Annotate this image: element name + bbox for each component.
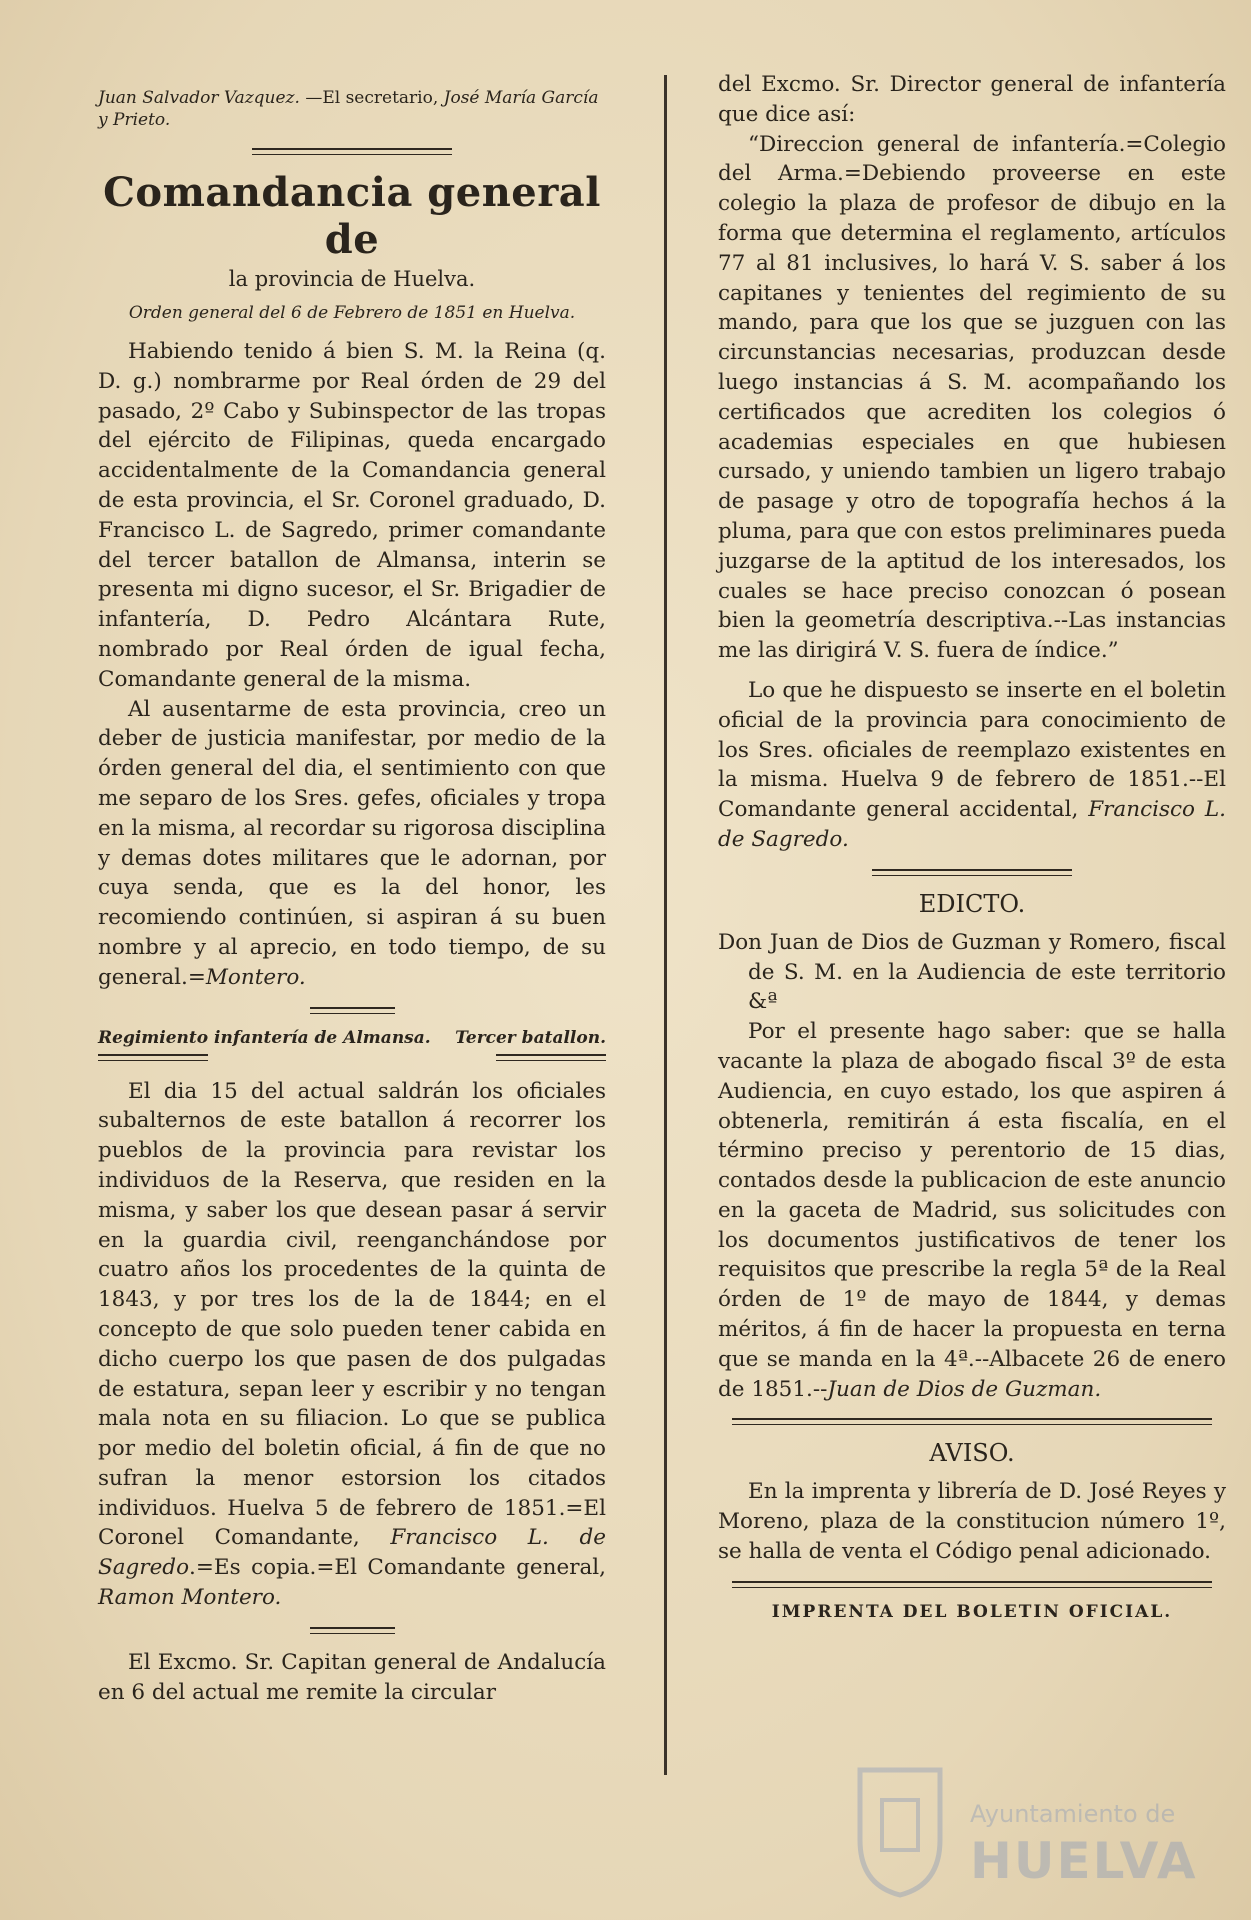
left-column bbox=[98, 70, 606, 1707]
comandancia-para2: Al ausentarme de esta provincia, creo un deber de justicia manifestar, por medio de la órden general del dia, el sentimiento con que me separo de los Sres. gefes, oficiales y tropa en la misma, al recordar su rigorosa disciplina y demas dotes militares que le adornan, por cuya senda, que es la del honor, les recomiendo continúen, si aspiran á su buen nombre y al aprecio, en todo tiempo, de su general.=Montero. bbox=[98, 696, 606, 990]
divider bbox=[718, 1418, 1226, 1425]
direccion-quote: “Direccion general de infantería.=Colegio del Arma.=Debiendo proveerse en este colegio la plaza de profesor de dibujo en la forma que determina el reglamento, artículos 77 al 81 inclusives, lo hará V. S. saber á los capitanes y tenientes del regimiento de su mando, para que los que se juzguen con las circunstancias necesarias, produzcan desde luego instancias á S. M. acompañando los certificados que acrediten los colegios ó academias especiales en que hubiesen cursado, y uniendo tambien un ligero trabajo de pasage y otro de topografía hechos á la pluma, para que con estos preliminares pueda juzgarse de la aptitud de los interesados, los cuales se hace preciso conozcan ó posean bien la geometría descriptiva.--Las instancias me las dirigirá V. S. fuera de índice.” bbox=[718, 131, 1226, 664]
shield-icon bbox=[850, 1760, 950, 1900]
batallon-label: Tercer batallon. bbox=[455, 1027, 606, 1048]
divider bbox=[98, 1054, 606, 1061]
capitan-para: El Excmo. Sr. Capitan general de Andalucía en 6 del actual me remite la circular bbox=[98, 1649, 606, 1705]
divider bbox=[98, 148, 606, 155]
continuation-text: del Excmo. Sr. Director general de infantería que dice así: bbox=[718, 72, 1226, 127]
footer-imprenta: IMPRENTA DEL BOLETIN OFICIAL. bbox=[771, 1601, 1173, 1622]
comandancia-title: Comandancia general de bbox=[103, 169, 601, 263]
aviso-para: En la imprenta y librería de D. José Reyes y Moreno, plaza de la constitucion número 1º, se halla de venta el Código penal adicionado. bbox=[718, 1479, 1226, 1565]
top-signature: Juan Salvador Vazquez. —El secretario, José María García y Prieto. bbox=[98, 88, 599, 130]
dispuesto-para: Lo que he dispuesto se inserte en el boletin oficial de la provincia para conocimiento de los Sres. oficiales de reemplazo existentes en la misma. Huelva 9 de febrero de 1851.--El Comandante general accidental, Francisco L. de Sagredo. bbox=[718, 677, 1226, 852]
regimiento-label: Regimiento infantería de Almansa. bbox=[98, 1027, 431, 1048]
comandancia-para1: Habiendo tenido á bien S. M. la Reina (q. D. g.) nombrarme por Real órden de 29 del pasado, 2º Cabo y Subinspector de las tropas del ejército de Filipinas, queda encargado accidentalmente de la Comandancia general de esta provincia, el Sr. Coronel graduado, D. Francisco L. de Sagredo, primer comandante del tercer batallon de Almansa, interin se presenta mi digno sucesor, el Sr. Brigadier de infantería, D. Pedro Alcántara Rute, nombrado por Real órden de igual fecha, Comandante general de la misma. bbox=[98, 339, 606, 692]
comandancia-subtitle: la provincia de Huelva. bbox=[228, 267, 476, 291]
watermark-line2: HUELVA bbox=[970, 1832, 1198, 1890]
edicto-heading: Don Juan de Dios de Guzman y Romero, fiscal de S. M. en la Audiencia de este territorio &ª bbox=[718, 929, 1226, 1015]
edicto-title: EDICTO. bbox=[918, 889, 1026, 918]
right-column bbox=[718, 70, 1226, 1622]
divider bbox=[718, 869, 1226, 876]
divider bbox=[98, 1627, 606, 1634]
divider bbox=[98, 1007, 606, 1014]
aviso-title: AVISO. bbox=[929, 1439, 1015, 1468]
regimiento-header bbox=[98, 1028, 606, 1048]
regimiento-para: El dia 15 del actual saldrán los oficiales subalternos de este batallon á recorrer los pueblos de la provincia para revistar los individuos de la Reserva, que residen en la misma, y saber los que desean pasar á servir en la guardia civil, reenganchándose por cuatro años los procedentes de la quinta de 1843, y por tres los de la de 1844; en el concepto de que solo pueden tener cabida en dicho cuerpo los que pasen de dos pulgadas de estatura, sepan leer y escribir y no tengan mala nota en su filiacion. Lo que se publica por medio del boletin oficial, á fin de que no sufran la menor estorsion los citados individuos. Huelva 5 de febrero de 1851.=El Coronel Comandante, Francisco L. de Sagredo.=Es copia.=El Comandante general, Ramon Montero. bbox=[98, 1078, 606, 1611]
ayuntamiento-watermark bbox=[850, 1760, 1230, 1910]
watermark-line1: Ayuntamiento de bbox=[970, 1800, 1176, 1828]
divider bbox=[718, 1581, 1226, 1588]
column-divider bbox=[664, 75, 667, 1775]
edicto-para: Por el presente hago saber: que se halla vacante la plaza de abogado fiscal 3º de esta Audiencia, en cuyo estado, los que aspiren á obtenerla, remitirán á esta fiscalía, en el término preciso y perentorio de 15 dias, contados desde la publicacion de este anuncio en la gaceta de Madrid, sus solicitudes con los documentos justificativos de tener los requisitos que prescribe la regla 5ª de la Real órden de 1º de mayo de 1844, y demas méritos, á fin de hacer la propuesta en terna que se manda en la 4ª.--Albacete 26 de enero de 1851.--Juan de Dios de Guzman. bbox=[718, 1019, 1226, 1402]
order-line: Orden general del 6 de Febrero de 1851 en Huelva. bbox=[128, 303, 576, 323]
